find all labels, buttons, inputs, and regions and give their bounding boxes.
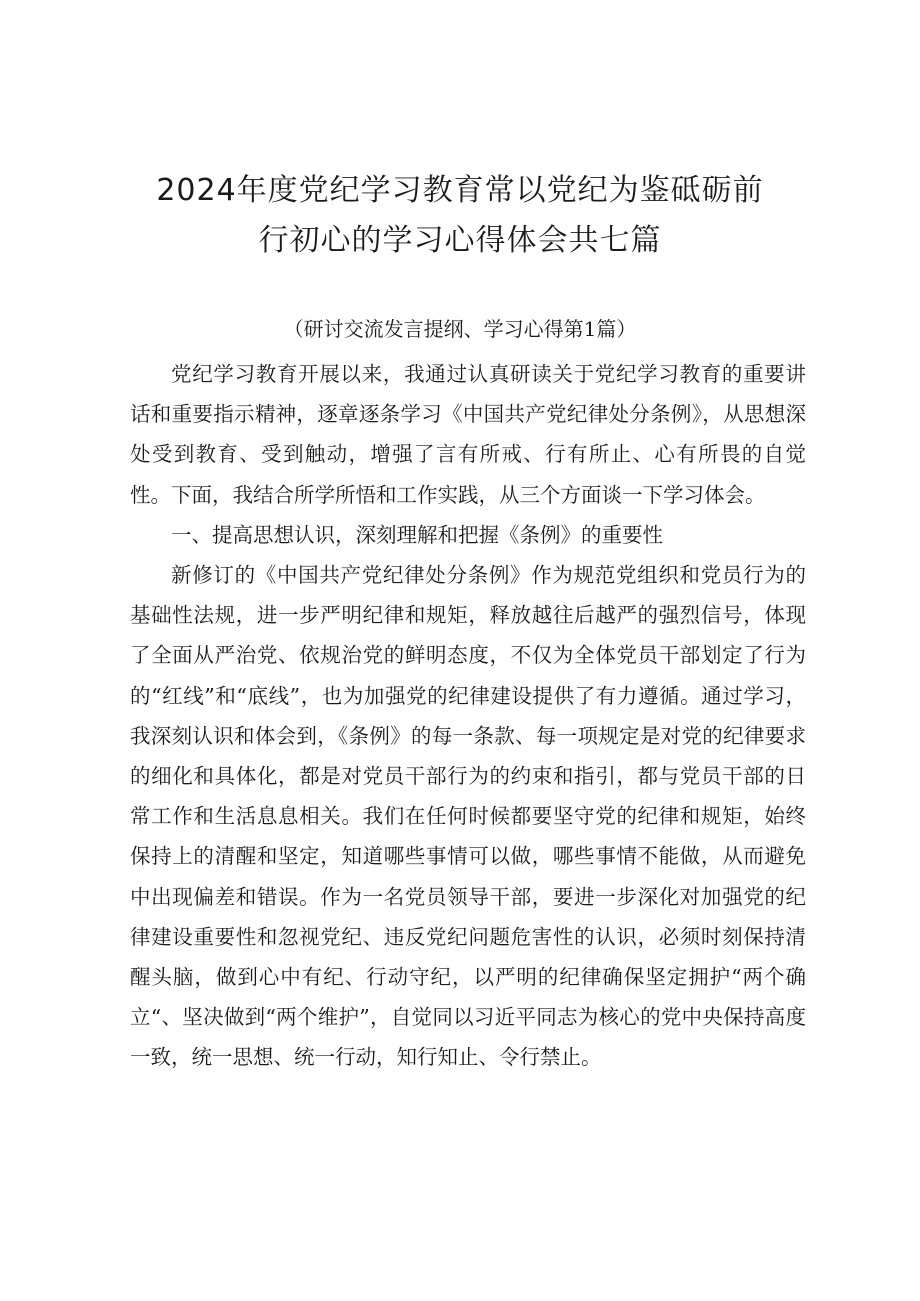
document-subtitle: （研讨交流发言提纲、学习心得第1篇） bbox=[283, 317, 637, 341]
document-title bbox=[80, 166, 840, 266]
title-line-1: 2024年度党纪学习教育常以党纪为鉴砥砺前 bbox=[156, 173, 764, 208]
title-line-2: 行初心的学习心得体会共七篇 bbox=[258, 223, 662, 258]
paragraph-intro: 党纪学习教育开展以来，我通过认真研读关于党纪学习教育的重要讲话和重要指示精神，逐章逐条学习《中国共产党纪律处分条例》，从思想深处受到教育、受到触动，增强了言有所戒、行有所止、心有所畏的自觉性。下面，我结合所学所悟和工作实践，从三个方面谈一下学习体会。 bbox=[130, 362, 806, 507]
section-heading-1: 一、提高思想认识，深刻理解和把握《条例》的重要性 bbox=[171, 522, 663, 547]
document-body bbox=[130, 354, 806, 1078]
paragraph-section-1: 新修订的《中国共产党纪律处分条例》作为规范党组织和党员行为的基础性法规，进一步严明纪律和规矩，释放越往后越严的强烈信号，体现了全面从严治党、依规治党的鲜明态度，不仅为全体党员干部划定了行为的“红线”和“底线”，也为加强党的纪律建设提供了有力遵循。通过学习，我深刻认识和体会到，《条例》的每一条款、每一项规定是对党的纪律要求的细化和具体化，都是对党员干部行为的约束和指引，都与党员干部的日常工作和生活息息相关。我们在任何时候都要坚守党的纪律和规矩，始终保持上的清醒和坚定，知道哪些事情可以做，哪些事情不能做，从而避免中出现偏差和错误。作为一名党员领导干部，要进一步深化对加强党的纪律建设重要性和忽视党纪、违反党纪问题危害性的认识，必须时刻保持清醒头脑，做到心中有纪、行动守纪，以严明的纪律确保坚定拥护“两个确立“、坚决做到“两个维护”，自觉同以习近平同志为核心的党中央保持高度一致，统一思想、统一行动，知行知止、令行禁止。 bbox=[130, 563, 806, 1070]
